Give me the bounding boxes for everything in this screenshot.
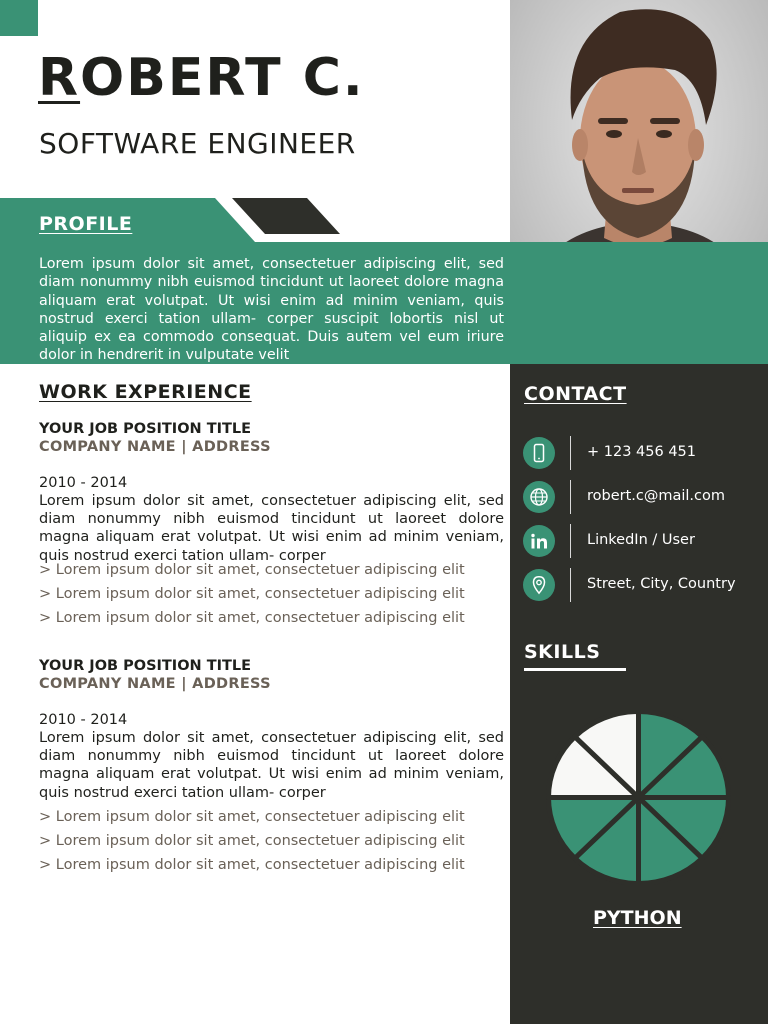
phone-number: + 123 456 451 <box>587 444 697 460</box>
name-rest: OBERT C. <box>80 48 365 108</box>
work-experience-heading: WORK EXPERIENCE <box>39 381 252 403</box>
contact-linkedin <box>523 525 763 557</box>
skill-label: PYTHON <box>593 907 682 929</box>
job-dates: 2010 - 2014 <box>39 475 128 491</box>
list-item: > Lorem ipsum dolor sit amet, consectetuer adipiscing elit <box>39 586 465 602</box>
slant-accent <box>232 198 340 234</box>
contact-heading: CONTACT <box>524 383 627 405</box>
photo-overlay <box>510 242 768 364</box>
company-name: COMPANY NAME | ADDRESS <box>39 439 271 455</box>
email-address: robert.c@mail.com <box>587 488 726 504</box>
contact-phone <box>523 437 763 469</box>
location-pin-icon <box>523 569 555 601</box>
corner-accent <box>0 0 38 36</box>
divider <box>570 480 571 514</box>
skill-level-chart <box>546 710 731 885</box>
job-title-heading: SOFTWARE ENGINEER <box>39 127 356 160</box>
list-item: > Lorem ipsum dolor sit amet, consectetuer adipiscing elit <box>39 562 465 578</box>
job-bullets <box>39 805 504 877</box>
job-position-title: YOUR JOB POSITION TITLE <box>39 421 252 437</box>
candidate-name <box>38 50 365 107</box>
divider <box>570 568 571 602</box>
divider <box>570 524 571 558</box>
list-item: > Lorem ipsum dolor sit amet, consectetuer adipiscing elit <box>39 610 465 626</box>
job-position-title: YOUR JOB POSITION TITLE <box>39 658 252 674</box>
job-entry-2 <box>39 657 504 877</box>
job-description: Lorem ipsum dolor sit amet, consectetuer adipiscing elit, sed diam nonummy nibh euismod tincidunt ut laoreet dolore magna aliquam erat volutpat. Ut wisi enim ad minim veniam, quis nostrud exerci tation ullam- corper <box>39 730 504 801</box>
list-item: > Lorem ipsum dolor sit amet, consectetuer adipiscing elit <box>39 809 465 825</box>
company-name: COMPANY NAME | ADDRESS <box>39 676 271 692</box>
profile-heading: PROFILE <box>39 213 133 235</box>
job-dates: 2010 - 2014 <box>39 712 128 728</box>
skills-underline <box>524 668 626 671</box>
linkedin-icon <box>523 525 555 557</box>
contact-email <box>523 481 763 513</box>
list-item: > Lorem ipsum dolor sit amet, consectetuer adipiscing elit <box>39 857 465 873</box>
job-bullets <box>39 558 504 630</box>
skills-heading: SKILLS <box>524 641 601 663</box>
list-item: > Lorem ipsum dolor sit amet, consectetuer adipiscing elit <box>39 833 465 849</box>
name-initial: R <box>38 48 81 108</box>
profile-text: Lorem ipsum dolor sit amet, consectetuer adipiscing elit, sed diam nonummy nibh euismod tincidunt ut laoreet dolore magna aliquam erat volutpat. Ut wisi enim ad minim veniam, quis nostrud exerci tation ullam- corper suscipit lobortis nisl ut aliquip ex ea commodo consequat. Duis autem vel eum iriure dolor in hendrerit in vulputate velit <box>39 256 504 363</box>
divider <box>570 436 571 470</box>
street-address: Street, City, Country <box>587 576 736 592</box>
globe-icon <box>523 481 555 513</box>
linkedin-user: LinkedIn / User <box>587 532 695 548</box>
phone-icon <box>523 437 555 469</box>
job-description: Lorem ipsum dolor sit amet, consectetuer adipiscing elit, sed diam nonummy nibh euismod tincidunt ut laoreet dolore magna aliquam erat volutpat. Ut wisi enim ad minim veniam, quis nostrud exerci tation ullam- corper <box>39 493 504 564</box>
job-entry-1 <box>39 420 504 630</box>
contact-address <box>523 569 763 601</box>
